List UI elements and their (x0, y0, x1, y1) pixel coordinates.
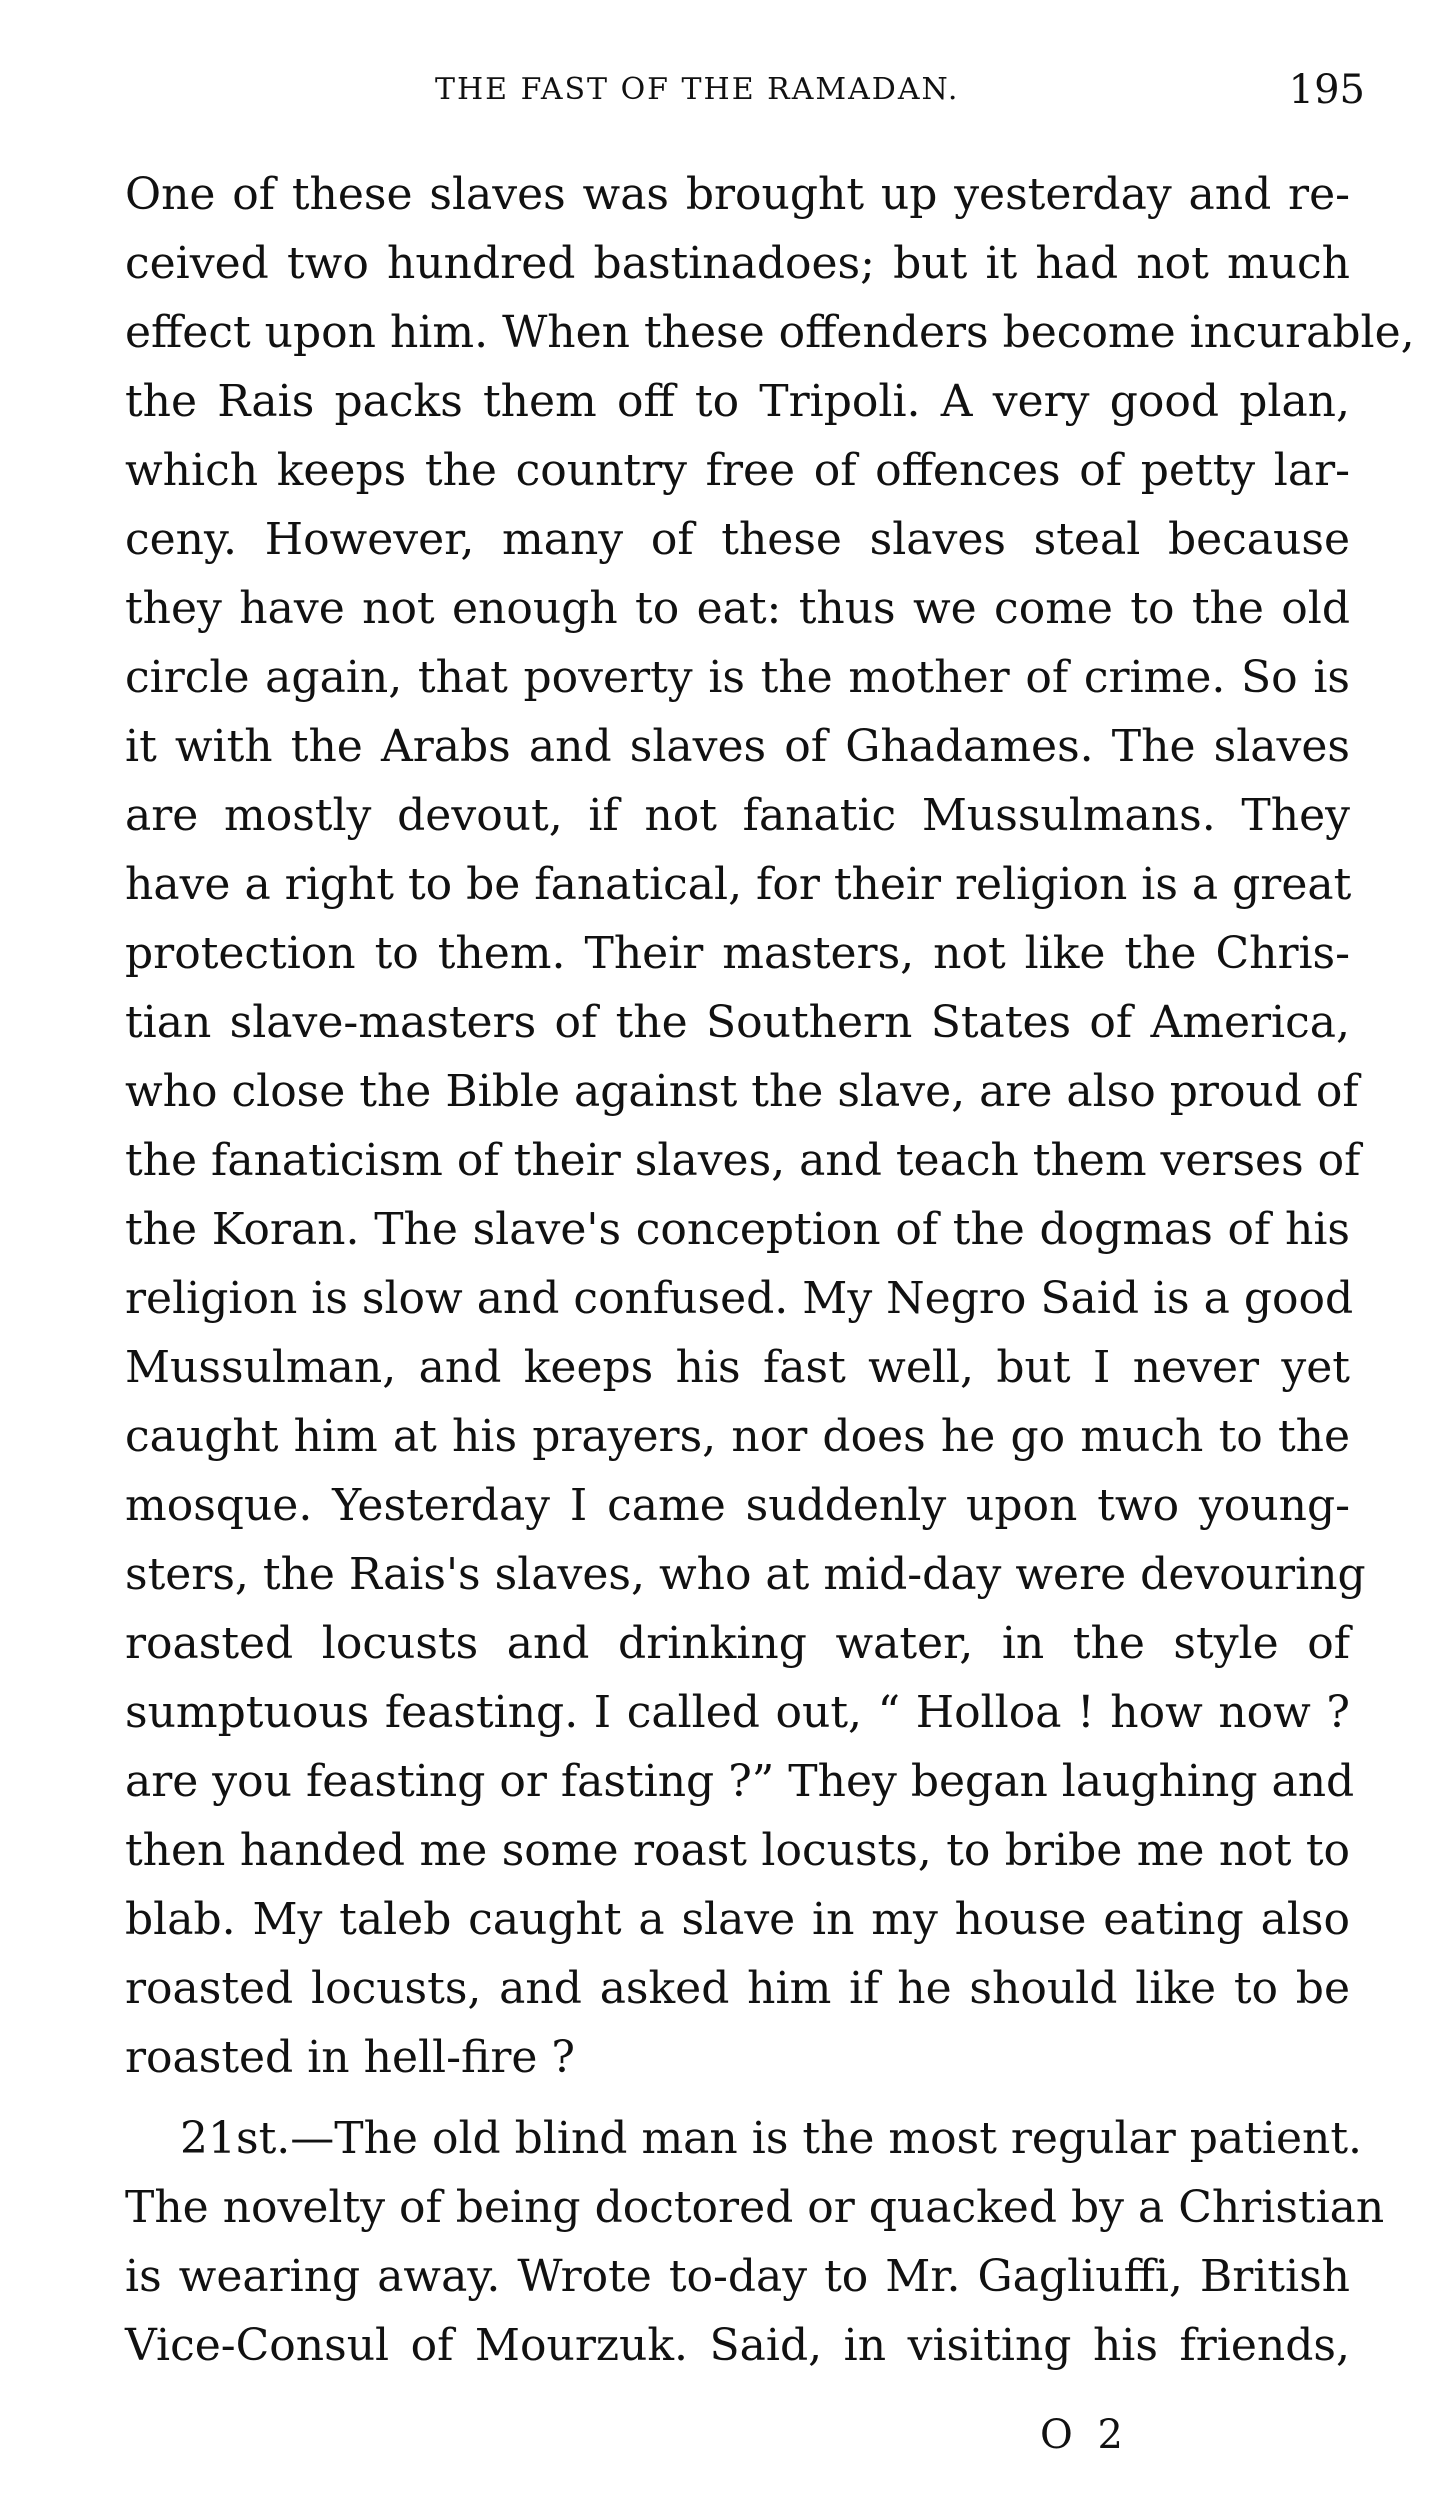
body-text (125, 160, 1415, 2380)
text-line: ceny. However, many of these slaves steal because (125, 514, 1350, 565)
text-line: blab. My taleb caught a slave in my house eating also (125, 1894, 1350, 1945)
text-line: roasted in hell-fire ? (125, 2032, 575, 2083)
text-line: are mostly devout, if not fanatic Mussulmans. They (125, 790, 1350, 841)
text-line: roasted locusts and drinking water, in the style of (125, 1618, 1350, 1669)
text-line: The novelty of being doctored or quacked by a Christian (125, 2182, 1385, 2233)
text-line: mosque. Yesterday I came suddenly upon two young- (125, 1480, 1350, 1531)
text-line: sumptuous feasting. I called out, “ Holloa ! how now ? (125, 1687, 1350, 1738)
text-line: they have not enough to eat: thus we come to the old (125, 583, 1350, 634)
text-line: effect upon him. When these offenders become incurable, (125, 307, 1415, 358)
text-line: tian slave-masters of the Southern States of America, (125, 997, 1350, 1048)
text-line: ceived two hundred bastinadoes; but it had not much (125, 238, 1350, 289)
text-line: who close the Bible against the slave, are also proud of (125, 1066, 1359, 1117)
text-line: sters, the Rais's slaves, who at mid-day were devouring (125, 1549, 1366, 1600)
page-number: 195 (1288, 67, 1365, 113)
text-line: Vice-Consul of Mourzuk. Said, in visiting his friends, (125, 2320, 1350, 2371)
text-line: have a right to be fanatical, for their religion is a great (125, 859, 1352, 910)
signature-mark: O 2 (1040, 2412, 1129, 2458)
text-line: then handed me some roast locusts, to bribe me not to (125, 1825, 1350, 1876)
text-line: the Rais packs them off to Tripoli. A very good plan, (125, 376, 1350, 427)
text-line: Mussulman, and keeps his fast well, but I never yet (125, 1342, 1350, 1393)
running-title: THE FAST OF THE RAMADAN. (435, 72, 960, 107)
text-line: are you feasting or fasting ?” They began laughing and (125, 1756, 1355, 1807)
text-line: caught him at his prayers, nor does he go much to the (125, 1411, 1350, 1462)
text-line: protection to them. Their masters, not like the Chris- (125, 928, 1350, 979)
paragraph-gap (125, 2092, 1350, 2104)
text-line: roasted locusts, and asked him if he should like to be (125, 1963, 1350, 2014)
text-line: the Koran. The slave's conception of the dogmas of his (125, 1204, 1350, 1255)
text-line: religion is slow and confused. My Negro Said is a good (125, 1273, 1354, 1324)
text-line: 21st.—The old blind man is the most regular patient. (180, 2113, 1362, 2164)
text-line: circle again, that poverty is the mother of crime. So is (125, 652, 1350, 703)
text-line: it with the Arabs and slaves of Ghadames. The slaves (125, 721, 1350, 772)
text-line: which keeps the country free of offences of petty lar- (125, 445, 1350, 496)
text-line: the fanaticism of their slaves, and teach them verses of (125, 1135, 1361, 1186)
page-header (135, 55, 1365, 125)
text-line: is wearing away. Wrote to-day to Mr. Gagliuffi, British (125, 2251, 1350, 2302)
text-line: One of these slaves was brought up yesterday and re- (125, 169, 1350, 220)
